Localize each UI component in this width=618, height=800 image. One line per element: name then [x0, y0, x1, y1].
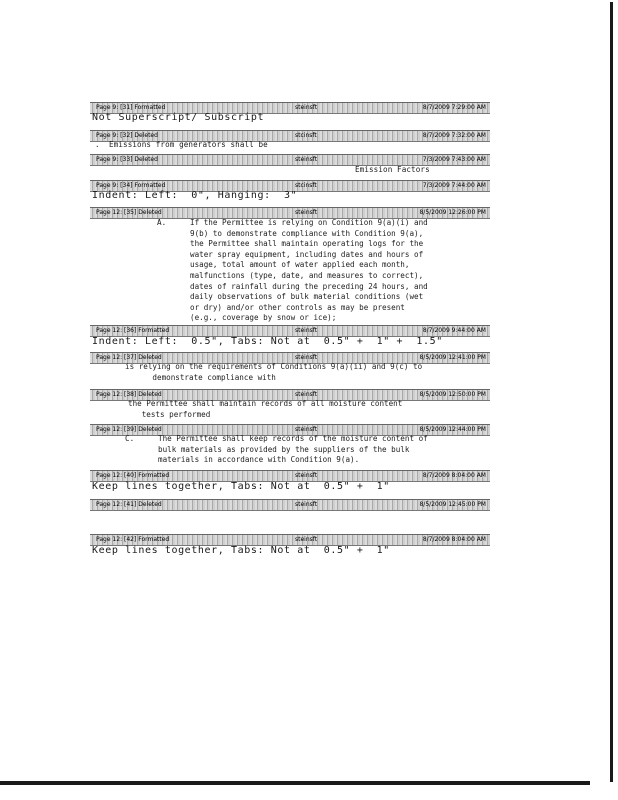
annotation-label: Page 9: [34] Formatted	[96, 182, 166, 189]
annotation-date: 7/3/2009 7:44:00 AM	[422, 182, 486, 189]
annotation-label: Page 9: [32] Deleted	[96, 132, 158, 139]
emission-factors-text: Emission Factors	[355, 165, 430, 174]
annotation-date: 7/3/2009 7:43:00 AM	[422, 156, 486, 163]
item-a-letter: A.	[157, 218, 167, 227]
text-line: water spray equipment, including dates and hours of	[190, 249, 424, 259]
text-line: the Permittee shall maintain records of all moisture content	[128, 399, 403, 408]
annotation-label: Page 9: [33] Deleted	[96, 156, 158, 163]
annotation-user: steinsft	[295, 391, 318, 398]
annotation-date: 8/7/2009 8:04:00 AM	[422, 472, 486, 479]
annotation-label: Page 12: [35] Deleted	[96, 209, 162, 216]
annotation-date: 8/7/2009 9:44:00 AM	[422, 327, 486, 334]
annotation-label: Page 9: [31] Formatted	[96, 104, 166, 111]
text-line: malfunctions (type, date, and measures to correct),	[190, 270, 424, 280]
annotation-date: 8/5/2009 12:41:00 PM	[419, 354, 486, 361]
text-line: daily observations of bulk material conditions (wet	[190, 292, 424, 302]
item-c-letter: C.	[125, 434, 135, 443]
text-line: is relying on the requirements of Conditions 9(a)(ii) and 9(c) to	[125, 362, 423, 371]
annotation-user: steinsft	[295, 426, 318, 433]
item-a-paragraph	[190, 218, 428, 324]
annotation-user: steinsft	[295, 472, 318, 479]
not-superscript-text: Not Superscript/ Subscript	[92, 112, 265, 123]
indent-left-0-text: Indent: Left: 0", Hanging: 3"	[92, 190, 298, 201]
annotation-label: Page 12: [40] Formatted	[96, 472, 170, 479]
annotation-user: steinsft	[295, 156, 318, 163]
annotation-bar	[90, 499, 490, 511]
text-line: dates of rainfall during the preceding 24 hours, and	[190, 281, 428, 291]
annotation-label: Page 12: [39] Deleted	[96, 426, 162, 433]
permittee-paragraph	[128, 399, 402, 420]
annotation-date: 8/5/2009 12:45:00 PM	[419, 501, 486, 508]
annotation-user: steinsft	[295, 501, 318, 508]
annotation-user: steinsft	[295, 209, 318, 216]
annotation-date: 8/7/2009 7:32:00 AM	[422, 132, 486, 139]
annotation-date: 8/7/2009 8:04:00 AM	[422, 536, 486, 543]
annotation-user: steinsft	[295, 104, 318, 111]
emissions-line: . Emissions from generators shall be	[95, 140, 268, 149]
text-line: demonstrate compliance with	[125, 372, 276, 382]
annotation-user: stcinsft	[295, 132, 317, 139]
text-line: materials in accordance with Condition 9(a).	[158, 455, 360, 465]
annotation-date: 8/5/2009 12:26:00 PM	[419, 209, 486, 216]
text-line: (e.g., coverage by snow or ice);	[190, 313, 337, 323]
annotation-date: 8/7/2009 7:29:00 AM	[422, 104, 486, 111]
annotation-user: stcinsft	[295, 182, 317, 189]
text-line: tests performed	[128, 409, 211, 419]
text-line: The Permittee shall keep records of the moisture content of	[158, 434, 428, 443]
item-c-paragraph	[158, 434, 428, 466]
indent-left-05-text: Indent: Left: 0.5", Tabs: Not at 0.5" + 1" + 1.5"	[92, 336, 443, 347]
annotation-bar	[90, 154, 490, 166]
text-line: 9(b) to demonstrate compliance with Condition 9(a),	[190, 228, 424, 238]
annotation-date: 8/5/2009 12:50:00 PM	[419, 391, 486, 398]
text-line: If the Permittee is relying on Condition 9(a)(i) and	[190, 218, 428, 227]
text-line: the Permittee shall maintain operating logs for the	[190, 239, 424, 249]
keep-lines-text-2: Keep lines together, Tabs: Not at 0.5" + 1"	[92, 545, 390, 556]
text-line: or dry) and/or other controls as may be present	[190, 302, 405, 312]
right-scan-edge	[610, 2, 613, 782]
annotation-user: steinsft	[295, 536, 318, 543]
keep-lines-text-1: Keep lines together, Tabs: Not at 0.5" + 1"	[92, 481, 390, 492]
annotation-label: Page 12: [41] Deleted	[96, 501, 162, 508]
annotation-date: 8/5/2009 12:44:00 PM	[419, 426, 486, 433]
annotation-user: steinsft	[295, 354, 318, 361]
text-line: usage, total amount of water applied each month,	[190, 260, 410, 270]
bottom-scan-edge	[0, 781, 590, 785]
text-line: bulk materials as provided by the suppliers of the bulk	[158, 444, 410, 454]
annotation-label: Page 12: [37] Deleted	[96, 354, 162, 361]
annotation-label: Page 12: [36] Formatted	[96, 327, 170, 334]
annotation-label: Page 12: [42] Formatted	[96, 536, 170, 543]
annotation-label: Page 12: [38] Deleted	[96, 391, 162, 398]
relying-paragraph	[125, 362, 422, 383]
annotation-user: steinsft	[295, 327, 318, 334]
